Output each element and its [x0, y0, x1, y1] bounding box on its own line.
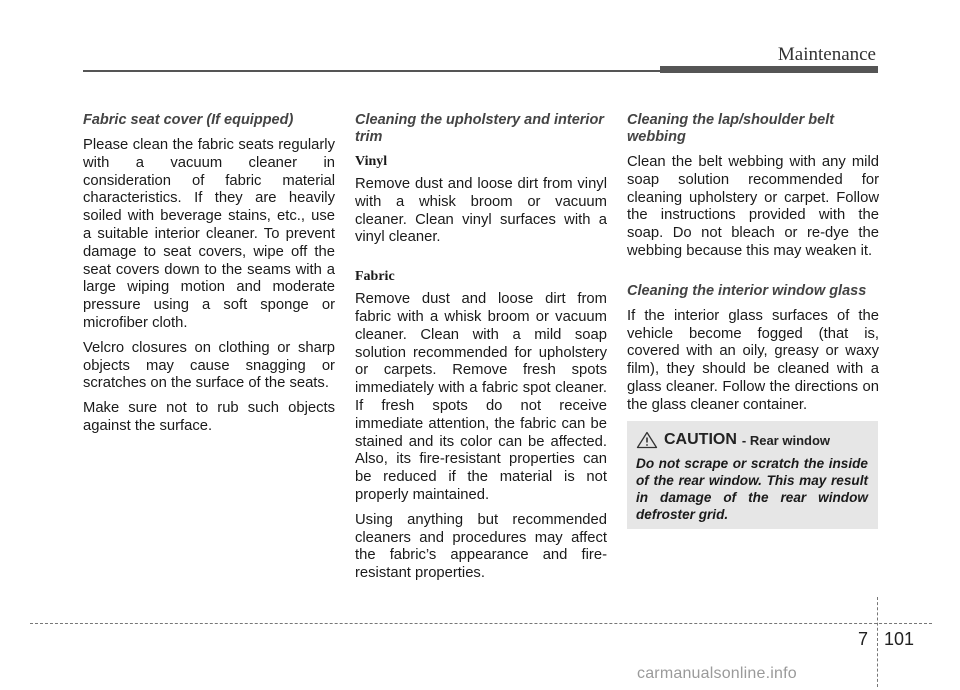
caution-box [627, 421, 878, 529]
column-middle [355, 112, 607, 590]
subheading-fabric: Fabric [355, 269, 395, 285]
watermark: carmanualsonline.info [637, 665, 797, 682]
paragraph: Clean the belt webbing with any mild soap solution recommended for cleaning upholstery or carpet. Follow the instructions provided with the soap. Do not bleach or re-dye the webbing because this may weaken it. [627, 154, 879, 259]
paragraph: Remove dust and loose dirt from fabric with a whisk broom or vacuum cleaner. Clean with a mild soap solution recommended for upholstery or carpets. Remove fresh spots immediately with a fabric spot cleaner. If fresh spots do not receive immediate attention, the fabric can be stained and its color can be affected. Also, its fire-resistant properties can be reduced if the material is not properly maintained. [355, 291, 607, 503]
caution-label: CAUTION [664, 431, 737, 448]
footer-rule [30, 623, 932, 624]
section-title-belt-webbing: Cleaning the lap/shoulder belt webbing [627, 112, 835, 145]
page-number: 101 [884, 629, 915, 649]
paragraph: Please clean the fabric seats regularly with a vacuum cleaner in consideration of fabric material characteristics. If they are heavily soiled with beverage stains, etc., use a suitable interior cleaner. To prevent damage to seat covers, wipe off the seat covers down to the seams with a large wiping motion and moderate pressure using a soft sponge or microfiber cloth. [83, 137, 335, 331]
warning-triangle-icon [636, 431, 658, 449]
caution-subtitle: - Rear window [741, 432, 831, 448]
section-title-fabric-seat: Fabric seat cover (If equipped) [83, 112, 294, 128]
column-left [83, 112, 335, 443]
header-title: Maintenance [777, 44, 876, 65]
paragraph: Make sure not to rub such objects against the surface. [83, 400, 335, 434]
header-rule-accent [660, 66, 878, 73]
chapter-number: 7 [858, 629, 869, 649]
section-title-window-glass: Cleaning the interior window glass [627, 282, 867, 299]
subheading-vinyl: Vinyl [355, 154, 388, 169]
paragraph: If the interior glass surfaces of the vehicle become fogged (that is, covered with an oily, greasy or waxy film), they should be cleaned with a glass cleaner. Follow the directions on the glass cleaner container. [627, 307, 879, 413]
column-right [627, 112, 879, 422]
footer-divider [877, 597, 878, 687]
paragraph: Velcro closures on clothing or sharp objects may cause snagging or scratches on the surface of the seats. [83, 339, 335, 392]
caution-text: Do not scrape or scratch the inside of the rear window. This may result in damage of the rear window defroster grid. [636, 456, 868, 522]
paragraph: Remove dust and loose dirt from vinyl with a whisk broom or vacuum cleaner. Clean vinyl surfaces with a vinyl cleaner. [355, 176, 607, 246]
header-rule [83, 70, 661, 72]
caution-header [636, 431, 868, 449]
section-title-upholstery: Cleaning the upholstery and interior trim [355, 112, 604, 145]
paragraph: Using anything but recommended cleaners and procedures may affect the fabric’s appearance and fire-resistant properties. [355, 511, 607, 582]
